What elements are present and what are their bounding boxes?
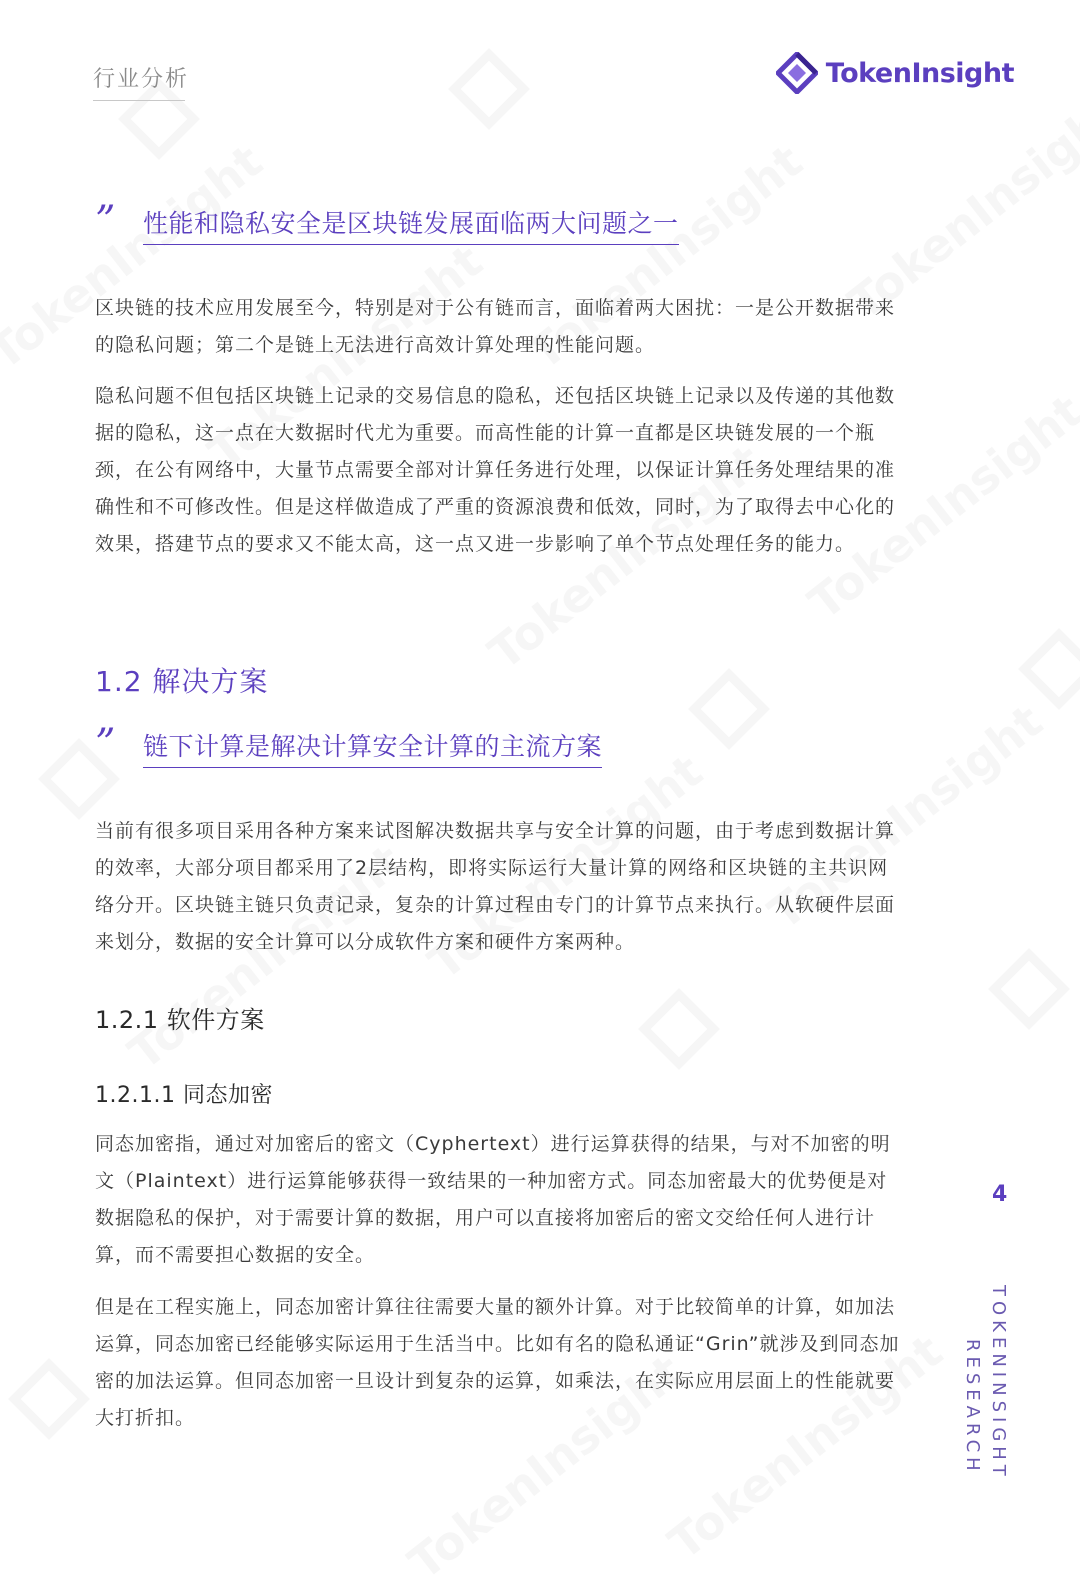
body-paragraph: 同态加密指，通过对加密后的密文（Cyphertext）进行运算获得的结果，与对不加密的明文（Plaintext）进行运算能够获得一致结果的一种加密方式。同态加密最大的优势便是对数据隐私的保护，对于需要计算的数据，用户可以直接将加密后的密文交给任何人进行计算，而不需要担心数据的安全。	[95, 1133, 891, 1266]
pull-quote-title: 性能和隐私安全是区块链发展面临两大问题之一	[143, 207, 679, 245]
watermark-logo-icon	[1018, 628, 1080, 710]
watermark-logo-icon	[988, 948, 1070, 1030]
side-brand-line1: TOKENINSIGHT	[988, 1285, 1009, 1481]
subsubsection-heading: 1.2.1.1 同态加密	[95, 1083, 273, 1108]
side-brand	[960, 1285, 1020, 1481]
page-number: 4	[992, 1182, 1008, 1207]
body-paragraph: 区块链的技术应用发展至今，特别是对于公有链而言，面临着两大困扰：一是公开数据带来的隐私问题；第二个是链上无法进行高效计算处理的性能问题。	[95, 297, 896, 356]
body-paragraph: 但是在工程实施上，同态加密计算往往需要大量的额外计算。对于比较简单的计算，如加法运算，同态加密已经能够实际运用于生活当中。比如有名的隐私通证“Grin”就涉及到同态加密的加法运算。但同态加密一旦设计到复杂的运算，如乘法，在实际应用层面上的性能就要大打折扣。	[95, 1296, 900, 1429]
watermark-logo-icon	[8, 1358, 90, 1440]
subsection-heading: 1.2.1 软件方案	[95, 1006, 265, 1034]
body-paragraph: 隐私问题不但包括区块链上记录的交易信息的隐私，还包括区块链上记录以及传递的其他数据的隐私，这一点在大数据时代尤为重要。而高性能的计算一直都是区块链发展的一个瓶颈，在公有网络中，大量节点需要全部对计算任务进行处理，以保证计算任务处理结果的准确性和不可修改性。但是这样做造成了严重的资源浪费和低效，同时，为了取得去中心化的效果，搭建节点的要求又不能太高，这一点又进一步影响了单个节点处理任务的能力。	[95, 385, 896, 555]
watermark-logo-icon	[688, 668, 770, 750]
pull-quote	[95, 198, 679, 245]
section-tag-underline	[93, 100, 185, 101]
section-heading: 1.2 解决方案	[95, 665, 269, 698]
watermark-logo-icon	[448, 48, 530, 130]
brand-logo	[776, 52, 1014, 94]
section-tag: 行业分析	[93, 67, 190, 92]
logo-text: TokenInsight	[825, 57, 1014, 89]
pull-quote-title: 链下计算是解决计算安全计算的主流方案	[143, 730, 602, 768]
tokeninsight-logo-icon	[776, 52, 818, 94]
watermark-logo-icon	[638, 988, 720, 1070]
pull-quote	[95, 721, 603, 768]
side-brand-line2: RESEARCH	[962, 1339, 983, 1476]
body-paragraph: 当前有很多项目采用各种方案来试图解决数据共享与安全计算的问题，由于考虑到数据计算的效率，大部分项目都采用了2层结构，即将实际运行大量计算的网络和区块链的主共识网络分开。区块链主链只负责记录，复杂的计算过程由专门的计算节点来执行。从软硬件层面来划分，数据的安全计算可以分成软件方案和硬件方案两种。	[95, 820, 896, 953]
quote-mark-icon: ”	[95, 198, 116, 244]
quote-mark-icon: ”	[95, 721, 116, 767]
section-header	[93, 62, 189, 101]
